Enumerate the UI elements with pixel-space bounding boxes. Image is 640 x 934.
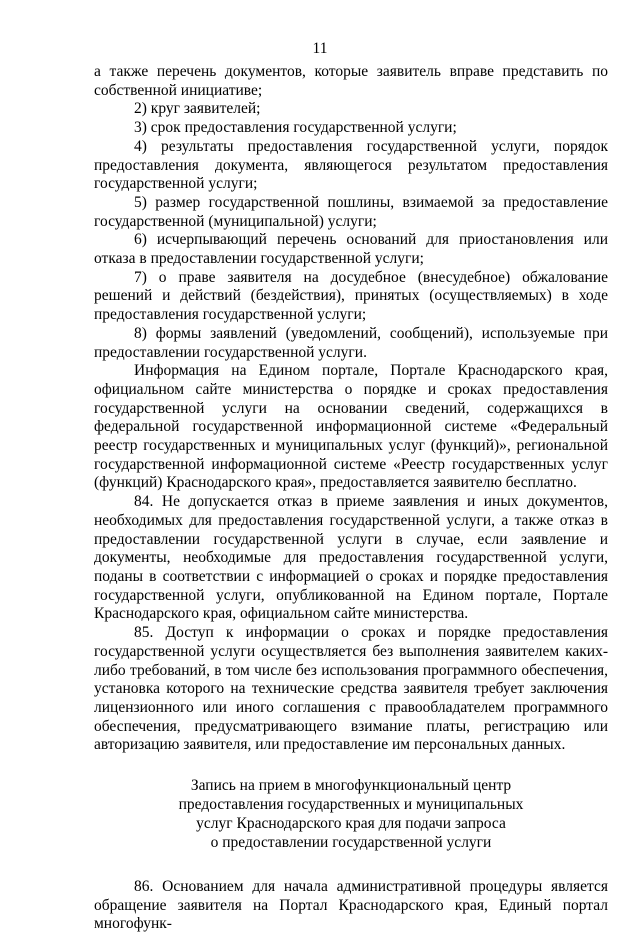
paragraph-84: 84. Не допускается отказ в приеме заявления и иных документов, необходимых для предоставления государственной услуги, а также отказ в предоставлении государственной услуги в случае, если заявление и документы, необходимые для предоставления государственной услуги, поданы в соответствии с информацией о сроках и порядке предоставления государственной услуги, опубликованной на Едином портале, Портале Краснодарского края, официальном сайте министерства.: [94, 493, 608, 623]
list-item: 3) срок предоставления государственной услуги;: [134, 119, 457, 137]
section-heading-line: о предоставлении государственной услуги: [210, 834, 492, 852]
spacer: [94, 755, 608, 776]
section-heading: [131, 776, 571, 852]
intro-continuation: а также перечень документов, которые заявитель вправе представить по собственной инициативе;: [94, 63, 608, 99]
list-item: 2) круг заявителей;: [134, 100, 261, 118]
section-heading-line: Запись на прием в многофункциональный центр: [190, 777, 512, 795]
paragraph-85: 85. Доступ к информации о сроках и порядке предоставления государственной услуги осуществляется без выполнения заявителем каких-либо требований, в том числе без использования программного обеспечения, установка которого на технические средства заявителя требует заключения лицензионного или иного соглашения с правообладателем программного обеспечения, предусматривающего взимание платы, регистрацию или авторизацию заявителя, или предоставление им персональных данных.: [94, 624, 608, 754]
list-item: 8) формы заявлений (уведомлений, сообщений), используемые при предоставлении государственной услуги.: [94, 324, 608, 361]
spacer: [94, 852, 608, 878]
list-item: 6) исчерпывающий перечень оснований для приостановления или отказа в предоставлении государственной услуги;: [94, 231, 608, 268]
list-item: 5) размер государственной пошлины, взимаемой за предоставление государственной (муниципальной) услуги;: [94, 193, 608, 230]
section-heading-line: услуг Краснодарского края для подачи запроса: [196, 815, 506, 833]
section-heading-line: предоставления государственных и муниципальных: [178, 796, 524, 814]
document-body: [94, 63, 608, 934]
info-paragraph: Информация на Едином портале, Портале Краснодарского края, официальном сайте министерства о порядке и сроках предоставления государственной услуги на основании сведений, содержащихся в федеральной государственной информационной системе «Федеральный реестр государственных и муниципальных услуг (функций)», региональной государственной информационной системе «Реестр государственных услуг (функций) Краснодарского края», предоставляется заявителю бесплатно.: [94, 362, 608, 492]
page-number: 11: [312, 40, 328, 57]
paragraph-86: 86. Основанием для начала административной процедуры является обращение заявителя на Портал Краснодарского края, Единый портал многофунк-: [94, 878, 608, 933]
list-item: 4) результаты предоставления государственной услуги, порядок предоставления документа, являющегося результатом предоставления государственной услуги;: [94, 137, 608, 193]
list-item: 7) о праве заявителя на досудебное (внесудебное) обжалование решений и действий (бездействия), принятых (осуществляемых) в ходе предоставления государственной услуги;: [94, 268, 608, 324]
